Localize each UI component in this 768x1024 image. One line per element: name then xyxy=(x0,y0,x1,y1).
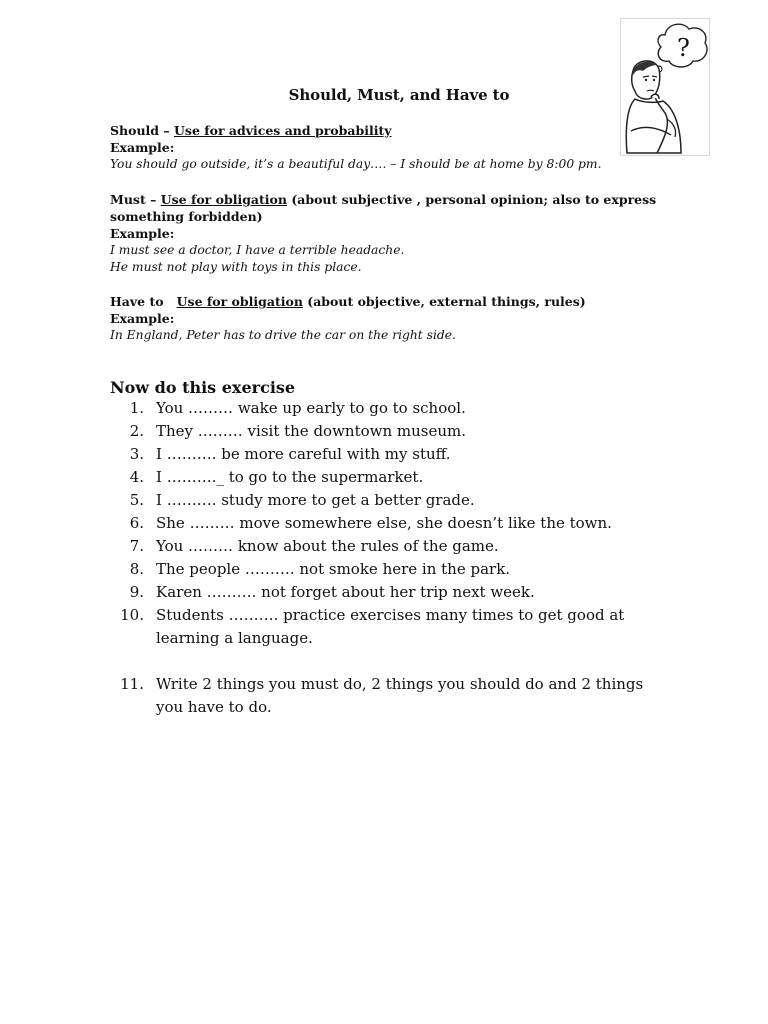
section-should xyxy=(110,122,670,173)
exercise-item-8 xyxy=(110,558,670,581)
exercise-item-text: You ……… know about the rules of the game. xyxy=(156,537,499,555)
section-have-to-example-label: Example: xyxy=(110,311,175,326)
section-have-to-example-1: In England, Peter has to drive the car on the right side. xyxy=(110,328,456,342)
exercise-item-11 xyxy=(110,673,670,719)
exercise-item-1 xyxy=(110,397,670,420)
page-title: Should, Must, and Have to xyxy=(288,86,510,104)
section-should-separator: – xyxy=(159,123,174,138)
exercise-item-text: The people ………. not smoke here in the park. xyxy=(156,560,511,578)
exercise-item-5 xyxy=(110,489,670,512)
section-have-to-extra: (about objective, external things, rules) xyxy=(302,294,586,309)
bubble-question-mark: ? xyxy=(677,34,690,62)
exercise-item-9 xyxy=(110,581,670,604)
exercise-item-number: 8. xyxy=(129,560,144,578)
exercise-item-text: They ……… visit the downtown museum. xyxy=(156,422,467,440)
section-have-to-rule: Use for obligation xyxy=(176,294,303,309)
exercise-item-3 xyxy=(110,443,670,466)
exercise-item-text: Write 2 things you must do, 2 things you should do and 2 things you have to do. xyxy=(156,675,644,716)
exercise-item-number: 7. xyxy=(129,537,144,555)
exercise-title: Now do this exercise xyxy=(110,378,296,397)
exercise-item-number: 9. xyxy=(129,583,144,601)
exercise-item-6 xyxy=(110,512,670,535)
exercise-item-text: Students ………. practice exercises many times to get good at learning a language. xyxy=(156,606,625,647)
section-must xyxy=(110,191,670,276)
exercise-item-number: 3. xyxy=(129,445,144,463)
exercise-item-number: 2. xyxy=(129,422,144,440)
section-must-word: Must xyxy=(110,192,146,207)
section-have-to-heading xyxy=(110,293,670,310)
section-must-extra: (about subjective , personal opinion; also to express something forbidden) xyxy=(110,192,657,224)
exercise-item-text: She ……… move somewhere else, she doesn’t like the town. xyxy=(156,514,612,532)
exercise-item-number: 1. xyxy=(129,399,144,417)
section-have-to-separator xyxy=(164,294,177,309)
exercise-item-text: Karen ………. not forget about her trip next week. xyxy=(156,583,535,601)
section-must-example-label: Example: xyxy=(110,226,175,241)
exercise-list xyxy=(110,397,670,719)
section-should-word: Should xyxy=(110,123,160,138)
exercise-item-number: 4. xyxy=(129,468,144,486)
section-must-rule: Use for obligation xyxy=(160,192,287,207)
section-must-heading xyxy=(110,191,670,225)
section-should-example-1: You should go outside, it’s a beautiful day…. – I should be at home by 8:00 pm. xyxy=(110,157,602,171)
exercise-item-text: I ………. study more to get a better grade. xyxy=(156,491,475,509)
section-must-separator: – xyxy=(145,192,161,207)
exercise-item-text: I ………. be more careful with my stuff. xyxy=(156,445,451,463)
exercise-item-7 xyxy=(110,535,670,558)
exercise-item-number: 5. xyxy=(129,491,144,509)
section-must-example-1: I must see a doctor, I have a terrible headache. xyxy=(110,243,405,257)
section-should-example-label: Example: xyxy=(110,140,175,155)
exercise-item-text: You ……… wake up early to go to school. xyxy=(156,399,466,417)
exercise-item-4 xyxy=(110,466,670,489)
section-must-example-2: He must not play with toys in this place. xyxy=(110,260,362,274)
exercise-item-2 xyxy=(110,420,670,443)
exercise-item-10 xyxy=(110,604,670,650)
exercise-item-number: 10. xyxy=(120,606,144,624)
section-have-to-word: Have to xyxy=(110,294,164,309)
exercise-item-text: I ………._ to go to the supermarket. xyxy=(156,468,424,486)
section-should-heading xyxy=(110,122,670,139)
section-should-rule: Use for advices and probability xyxy=(174,123,392,138)
section-have-to xyxy=(110,293,670,344)
exercise-item-number: 6. xyxy=(129,514,144,532)
exercise-item-number: 11. xyxy=(120,675,144,693)
